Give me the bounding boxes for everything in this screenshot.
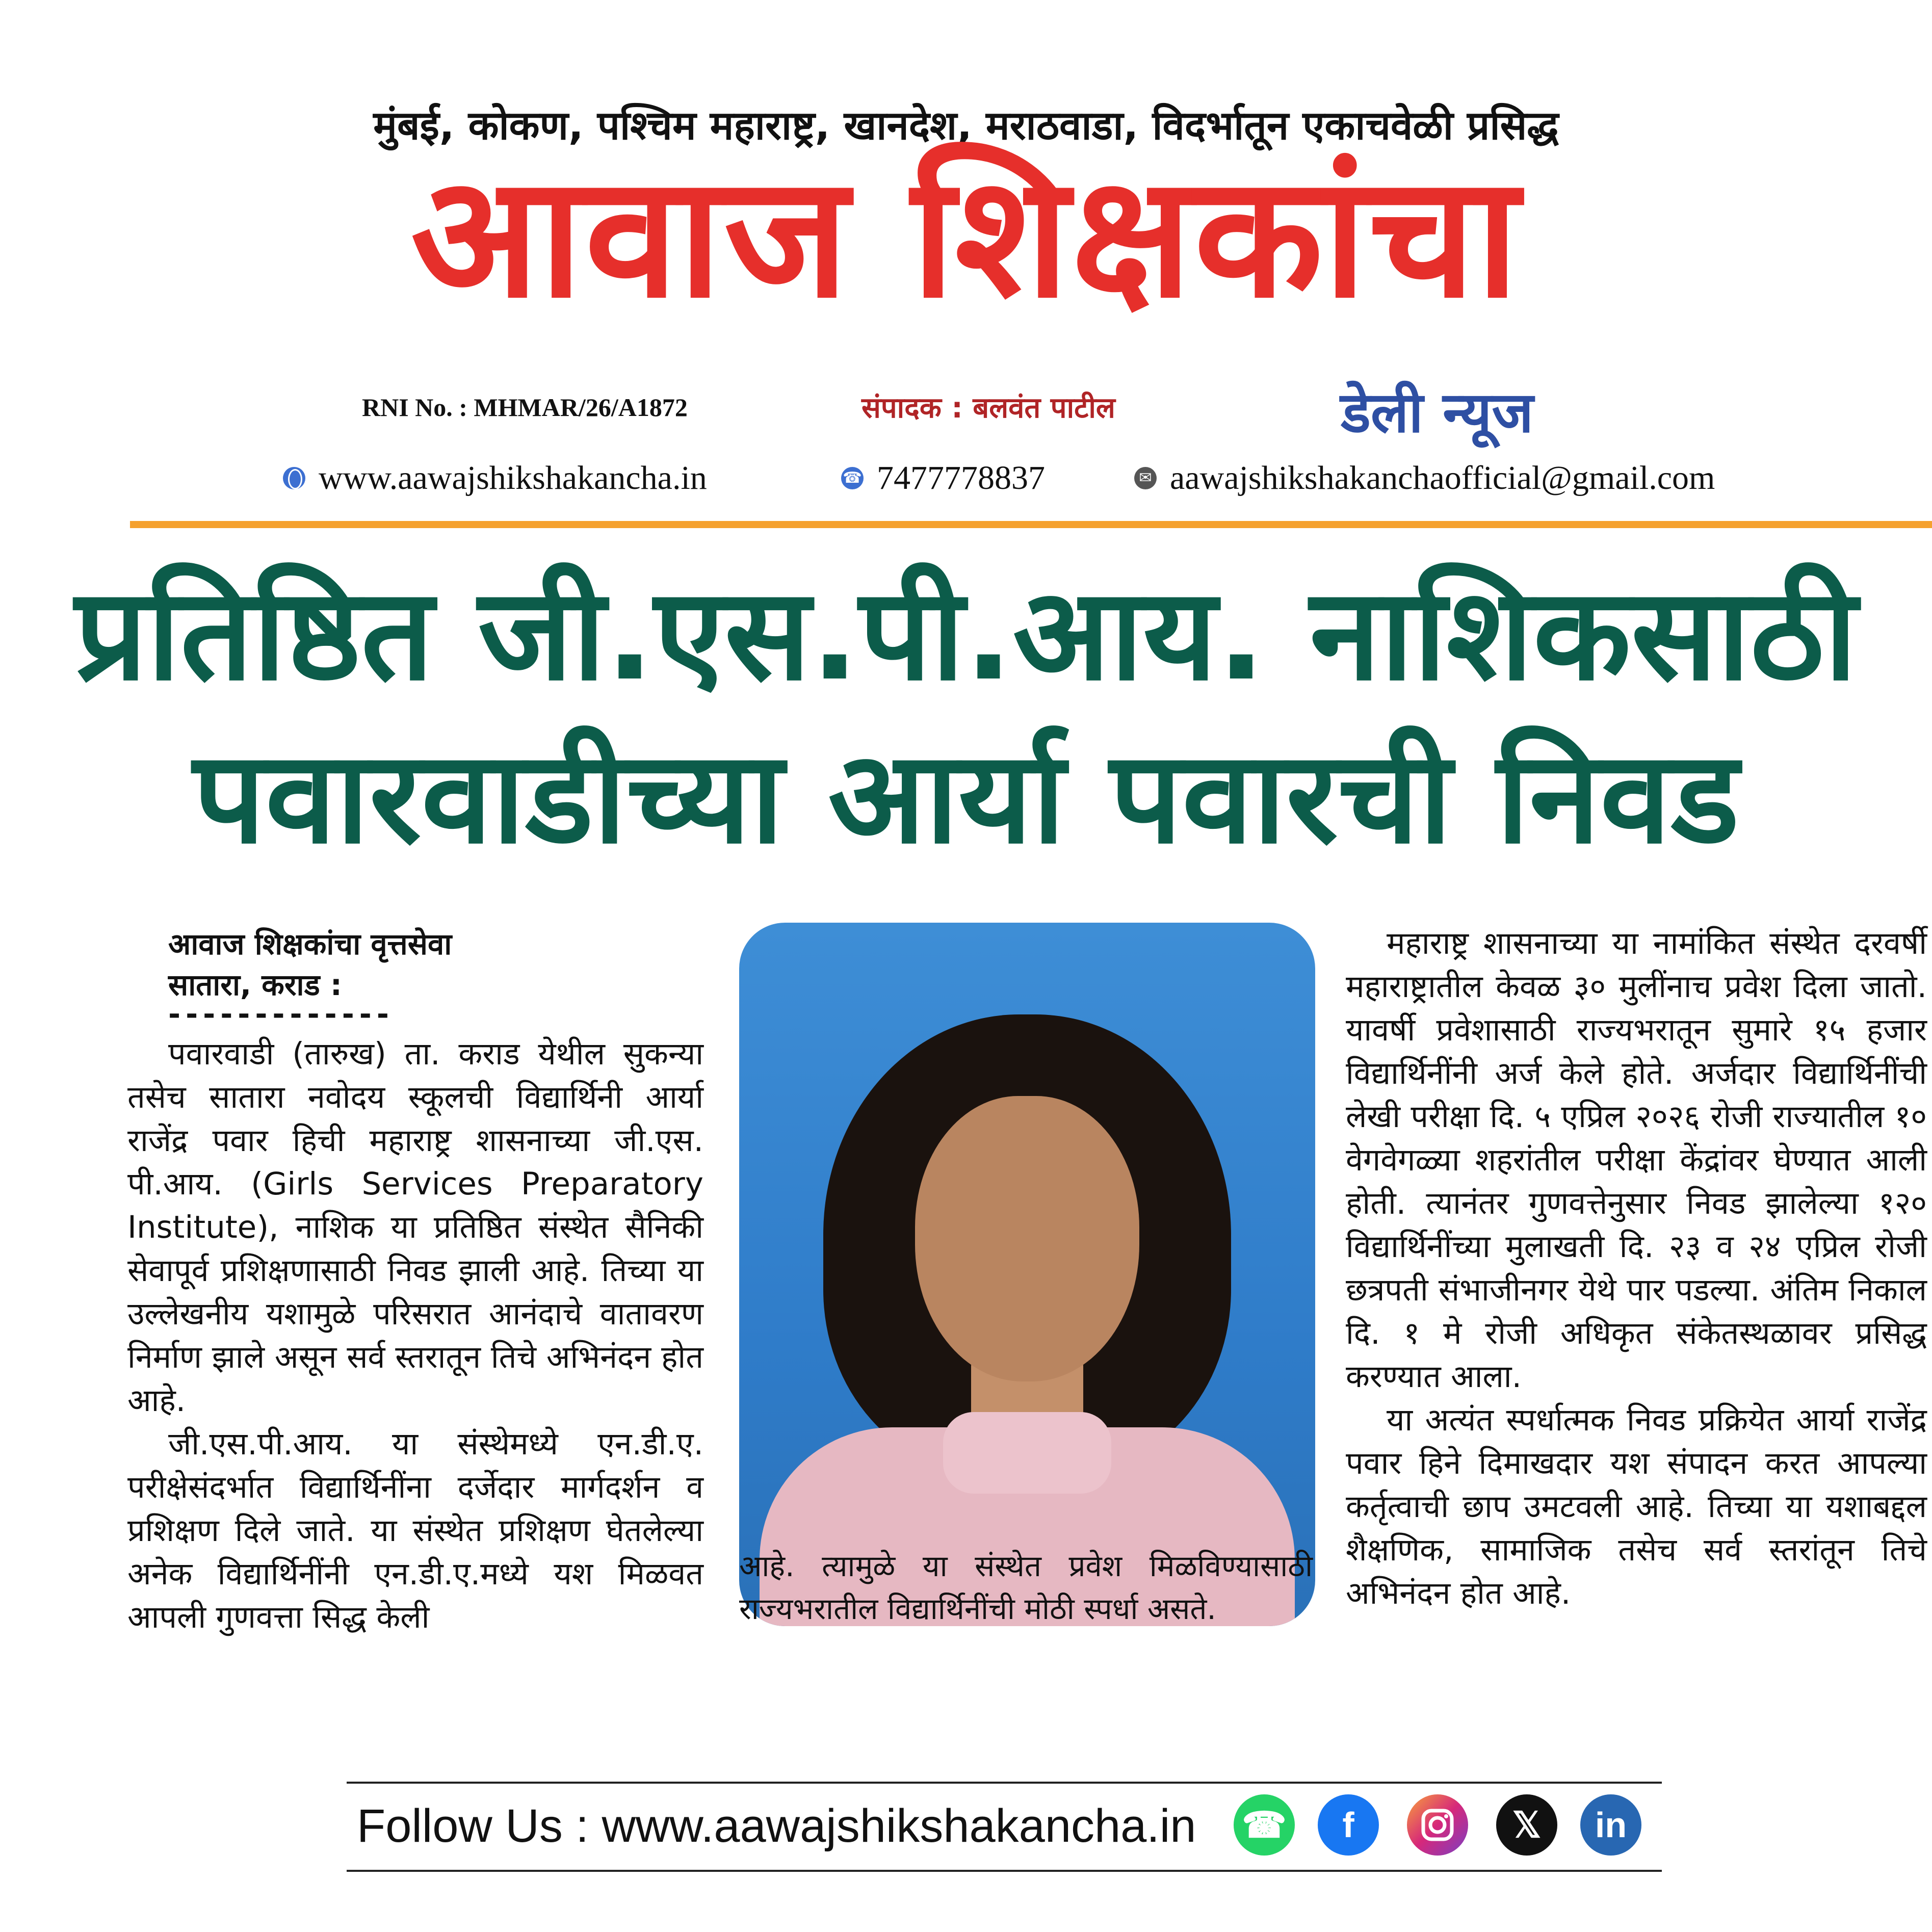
headline-line-1: प्रतिष्ठित जी.एस.पी.आय. नाशिकसाठी xyxy=(74,560,1858,709)
phone-icon: ☎ xyxy=(841,467,864,489)
phone-number: 7477778837 xyxy=(877,459,1045,497)
facebook-icon[interactable]: f xyxy=(1318,1794,1379,1856)
article-column-2: आहे. त्यामुळे या संस्थेत प्रवेश मिळविण्यासाठी राज्यभरातील विद्यार्थिनींची मोठी स्पर्धा असते. xyxy=(739,1549,1313,1626)
instagram-icon[interactable] xyxy=(1407,1794,1468,1856)
photo-face xyxy=(915,1096,1139,1381)
follow-us-text[interactable]: Follow Us : www.aawajshikshakancha.in xyxy=(357,1800,1196,1852)
tagline: मुंबई, कोकण, पश्चिम महाराष्ट्र, खानदेश, मराठवाडा, विदर्भातून एकाचवेळी प्रसिद्ध xyxy=(373,103,1559,149)
orange-divider xyxy=(130,521,1932,528)
email-icon: ✉ xyxy=(1134,467,1157,489)
email-contact xyxy=(1134,459,1715,498)
masthead-title: आवाज शिक्षकांचा xyxy=(410,139,1522,335)
byline-service: आवाज शिक्षकांचा वृत्तसेवा xyxy=(168,927,452,961)
article-paragraph: महाराष्ट्र शासनाच्या या नामांकित संस्थेत दरवर्षी महाराष्ट्रातील केवळ ३० मुलींनाच प्रवेश दिला जातो. यावर्षी प्रवेशासाठी राज्यभरातून सुमारे १५ हजार विद्यार्थिनींनी अर्ज केले होते. अर्जदार विद्यार्थिनींची लेखी परीक्षा दि. ५ एप्रिल २०२६ रोजी राज्यातील १० वेगवेगळ्या शहरांतील परीक्षा केंद्रांवर घेण्यात आली होती. त्यानंतर गुणवत्तेनुसार निवड झालेल्या १२० विद्यार्थिनींच्या मुलाखती दि. २३ व २४ एप्रिल रोजी छत्रपती संभाजीनगर येथे पार पडल्या. अंतिम निकाल दि. १ मे रोजी अधिकृत संकेतस्थळावर प्रसिद्ध करण्यात आला. xyxy=(1346,925,1927,1395)
student-photo xyxy=(739,923,1315,1626)
byline-dashes: ------------- xyxy=(168,997,394,1031)
website-contact xyxy=(283,459,707,498)
daily-news-label: डेली न्यूज xyxy=(1341,380,1534,445)
globe-icon xyxy=(283,467,305,489)
whatsapp-icon[interactable]: ☎ xyxy=(1234,1794,1295,1856)
linkedin-icon[interactable]: in xyxy=(1580,1794,1641,1856)
article-column-1 xyxy=(127,1032,703,1639)
byline-place: सातारा, कराड : xyxy=(168,968,342,1002)
footer-rule-top xyxy=(347,1782,1662,1784)
article-paragraph: या अत्यंत स्पर्धात्मक निवड प्रक्रियेत आर्या राजेंद्र पवार हिने दिमाखदार यश संपादन करत आपल्या कर्तृत्वाची छाप उमटवली आहे. तिच्या या यशाबद्दल शैक्षणिक, सामाजिक तसेच सर्व स्तरांतून तिचे अभिनंदन होत आहे. xyxy=(1346,1402,1927,1611)
twitter-x-icon[interactable]: 𝕏 xyxy=(1496,1794,1557,1856)
email-address[interactable]: aawajshikshakanchaofficial@gmail.com xyxy=(1170,459,1715,497)
article-column-3 xyxy=(1346,922,1927,1615)
phone-contact xyxy=(841,459,1045,498)
article-paragraph: पवारवाडी (तारुख) ता. कराड येथील सुकन्या तसेच सातारा नवोदय स्कूलची विद्यार्थिनी आर्या राजेंद्र पवार हिची महाराष्ट्र शासनाच्या जी.एस. पी.आय. (Girls Services Preparatory Institute), नाशिक या प्रतिष्ठित संस्थेत सैनिकी सेवापूर्व प्रशिक्षणासाठी निवड झाली आहे. तिच्या या उल्लेखनीय यशामुळे परिसरात आनंदाचे वातावरण निर्माण झाले असून सर्व स्तरातून तिचे अभिनंदन होत आहे. xyxy=(127,1036,703,1419)
headline-line-2: पवारवाडीच्या आर्या पवारची निवड xyxy=(193,723,1739,872)
article-paragraph: जी.एस.पी.आय. या संस्थेमध्ये एन.डी.ए. परीक्षेसंदर्भात विद्यार्थिनींना दर्जेदार मार्गदर्शन व प्रशिक्षण दिले जाते. या संस्थेत प्रशिक्षण घेतलेल्या अनेक विद्यार्थिनींनी एन.डी.ए.मध्ये यश मिळवत आपली गुणवत्ता सिद्ध केली xyxy=(127,1426,703,1635)
photo-collar xyxy=(943,1412,1111,1494)
editor-name: संपादक : बलवंत पाटील xyxy=(861,391,1115,425)
footer-rule-bottom xyxy=(347,1870,1662,1872)
rni-number: RNI No. : MHMAR/26/A1872 xyxy=(362,393,688,422)
website-link[interactable]: www.aawajshikshakancha.in xyxy=(319,459,707,497)
